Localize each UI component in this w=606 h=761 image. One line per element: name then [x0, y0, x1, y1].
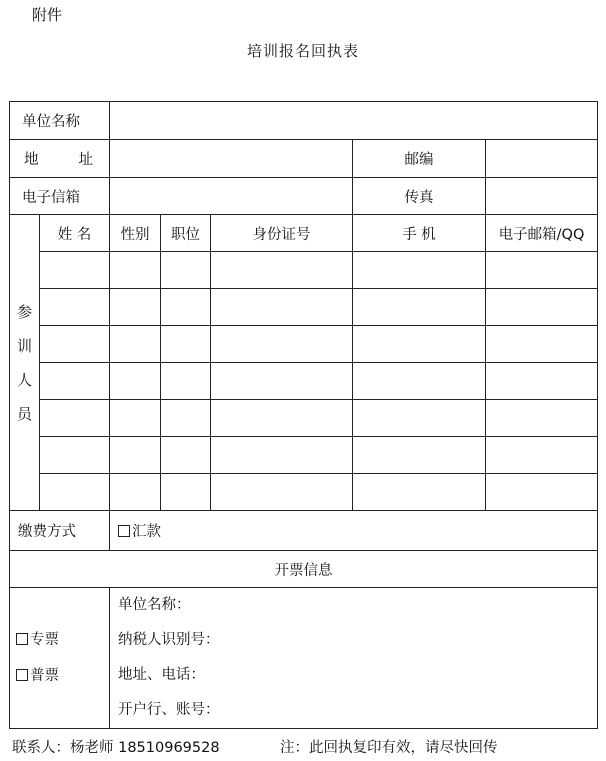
cell[interactable]: [161, 252, 211, 289]
cell[interactable]: [353, 252, 486, 289]
cell[interactable]: [486, 437, 598, 474]
cell[interactable]: [353, 437, 486, 474]
participants-label: 参 训 人 员: [10, 215, 40, 511]
remittance-label: 汇款: [132, 524, 161, 540]
invoice-fields: [110, 588, 598, 729]
invoice-unit-name: 单位名称：: [118, 597, 191, 613]
participant-row: [10, 400, 598, 437]
postcode-label: 邮编: [353, 140, 486, 178]
unit-name-field[interactable]: [110, 102, 598, 140]
email-label: 电子信箱: [10, 178, 110, 215]
column-header-position: 职位: [161, 215, 211, 252]
cell[interactable]: [110, 326, 161, 363]
registration-form: [9, 101, 598, 729]
cell[interactable]: [486, 400, 598, 437]
cell[interactable]: [353, 326, 486, 363]
cell[interactable]: [40, 326, 110, 363]
cell[interactable]: [40, 363, 110, 400]
cell[interactable]: [353, 474, 486, 511]
cell[interactable]: [211, 437, 353, 474]
cell[interactable]: [353, 400, 486, 437]
payment-method-label: 缴费方式: [10, 511, 110, 551]
cell[interactable]: [486, 252, 598, 289]
attachment-label: 附件: [32, 6, 63, 24]
cell[interactable]: [40, 437, 110, 474]
participant-row: [10, 437, 598, 474]
participant-row: [10, 252, 598, 289]
cell[interactable]: [40, 474, 110, 511]
column-header-mobile: 手 机: [353, 215, 486, 252]
participant-row: [10, 326, 598, 363]
participant-row: [10, 363, 598, 400]
address-field[interactable]: [110, 140, 353, 178]
general-invoice-checkbox[interactable]: [16, 669, 28, 681]
cell[interactable]: [211, 400, 353, 437]
cell[interactable]: [161, 437, 211, 474]
cell[interactable]: [486, 474, 598, 511]
cell[interactable]: [353, 363, 486, 400]
cell[interactable]: [110, 437, 161, 474]
cell[interactable]: [161, 400, 211, 437]
cell[interactable]: [110, 363, 161, 400]
cell[interactable]: [40, 252, 110, 289]
remittance-checkbox[interactable]: [118, 525, 130, 537]
column-header-gender: 性别: [110, 215, 161, 252]
cell[interactable]: [110, 252, 161, 289]
cell[interactable]: [110, 289, 161, 326]
invoice-address-phone: 地址、电话：: [118, 667, 205, 683]
contact-info: 联系人：杨老师 18510969528: [12, 740, 220, 756]
cell[interactable]: [486, 363, 598, 400]
cell[interactable]: [40, 400, 110, 437]
cell[interactable]: [211, 326, 353, 363]
column-header-email-qq: 电子邮箱/QQ: [486, 215, 598, 252]
payment-method-options: [110, 511, 598, 551]
cell[interactable]: [40, 289, 110, 326]
cell[interactable]: [161, 326, 211, 363]
form-title: 培训报名回执表: [246, 42, 359, 60]
cell[interactable]: [486, 326, 598, 363]
special-invoice-label: 专票: [30, 632, 59, 648]
invoice-type-options: [10, 588, 110, 729]
cell[interactable]: [161, 363, 211, 400]
special-invoice-checkbox[interactable]: [16, 633, 28, 645]
cell[interactable]: [211, 289, 353, 326]
cell[interactable]: [161, 289, 211, 326]
address-label: 地 址: [10, 140, 110, 178]
invoice-tax-id: 纳税人识别号：: [118, 632, 220, 648]
cell[interactable]: [353, 289, 486, 326]
postcode-field[interactable]: [486, 140, 598, 178]
invoice-bank-account: 开户行、账号：: [118, 702, 220, 718]
fax-label: 传真: [353, 178, 486, 215]
general-invoice-label: 普票: [30, 668, 59, 684]
fax-field[interactable]: [486, 178, 598, 215]
cell[interactable]: [211, 363, 353, 400]
cell[interactable]: [486, 289, 598, 326]
unit-name-label: 单位名称: [10, 102, 110, 140]
footer-note: 注：此回执复印有效，请尽快回传: [280, 740, 498, 756]
cell[interactable]: [110, 474, 161, 511]
column-header-name: 姓 名: [40, 215, 110, 252]
cell[interactable]: [110, 400, 161, 437]
column-header-id-number: 身份证号: [211, 215, 353, 252]
email-field[interactable]: [110, 178, 353, 215]
cell[interactable]: [211, 252, 353, 289]
participant-row: [10, 474, 598, 511]
cell[interactable]: [161, 474, 211, 511]
cell[interactable]: [211, 474, 353, 511]
invoice-info-title: 开票信息: [10, 551, 598, 588]
participant-row: [10, 289, 598, 326]
